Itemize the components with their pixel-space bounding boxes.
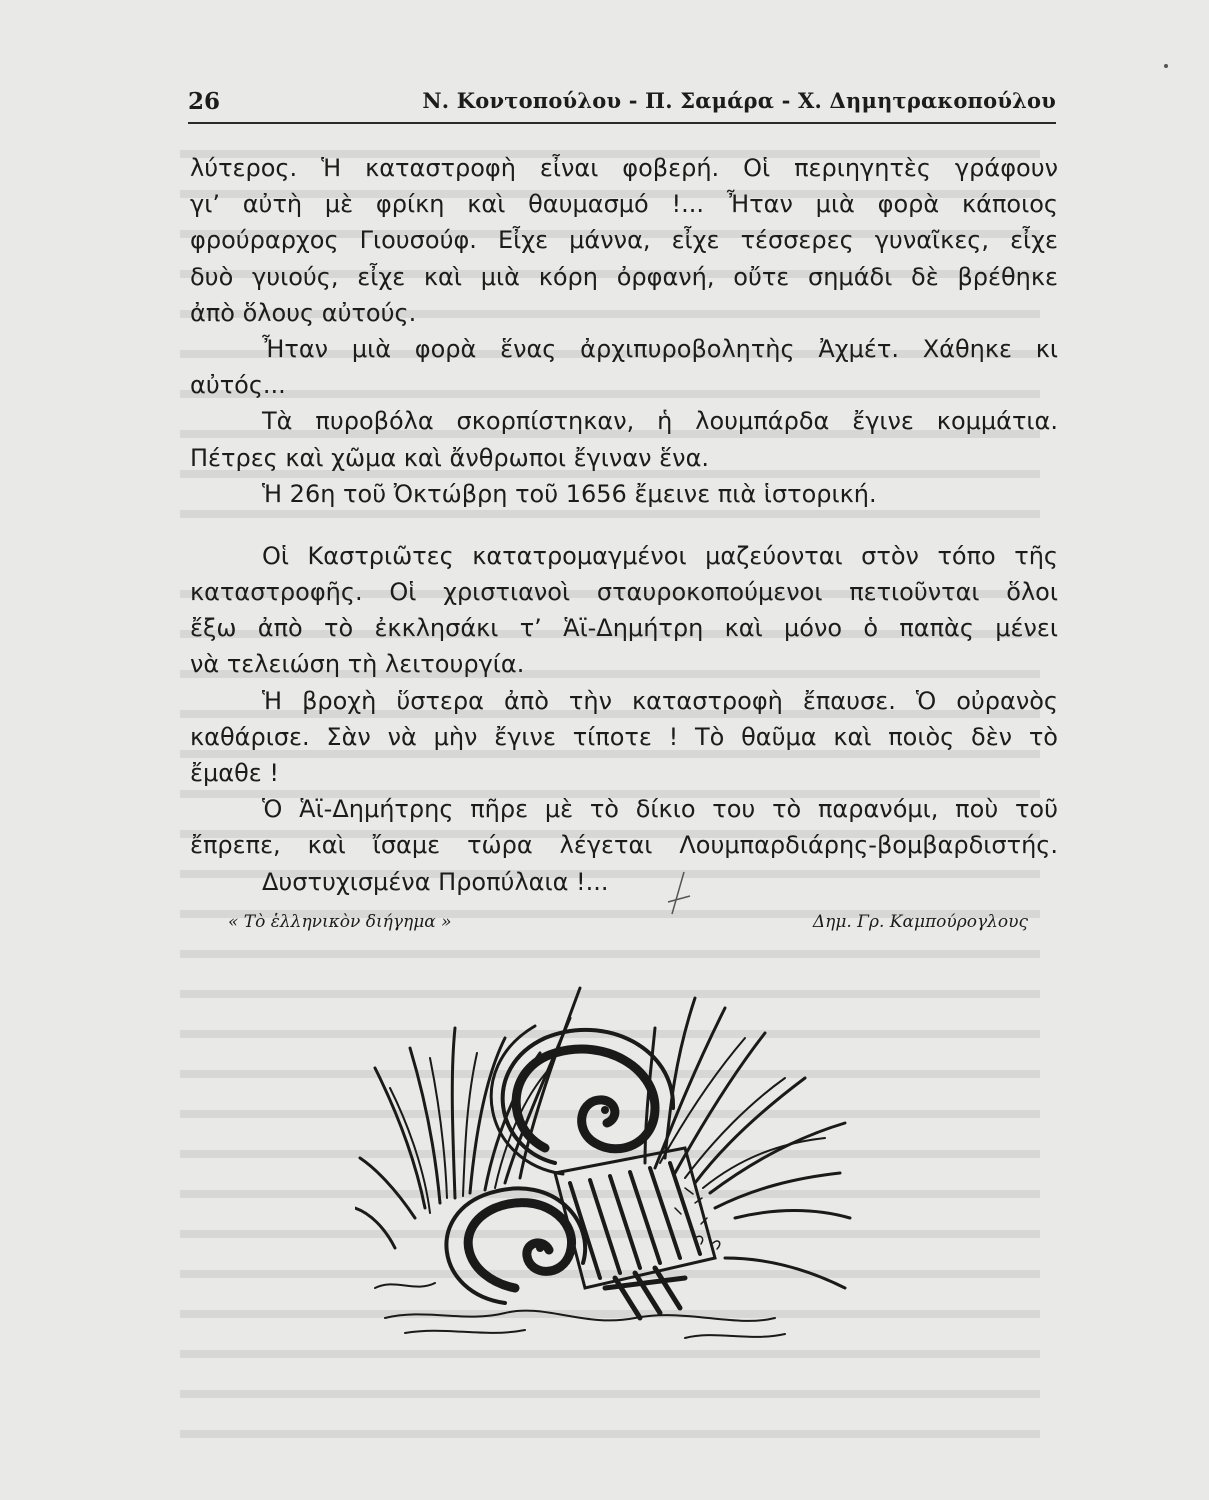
text-line: φρούραρχος Γιουσούφ. Εἶχε μάννα, εἶχε τέσσερες γυναῖκες, εἶχε: [190, 226, 1058, 255]
text-line: ἔπρεπε, καὶ ἴσαμε τώρα λέγεται Λουμπαρδιάρης-βομβαρδιστής.: [190, 831, 1058, 860]
text-line: Ὁ Ἁϊ-Δημήτρης πῆρε μὲ τὸ δίκιο του τὸ παρανόμι, ποὺ τοῦ: [262, 795, 1058, 824]
paragraph-gap: [190, 512, 1058, 538]
text-line: ἀπὸ ὅλους αὐτούς.: [190, 298, 417, 327]
speck: [1164, 64, 1168, 68]
text-line: καταστροφῆς. Οἱ χριστιανοὶ σταυροκοπούμενοι πετιοῦνται ὅλοι: [190, 578, 1058, 607]
text-line: ἔμαθε !: [190, 759, 279, 787]
page-number: 26: [188, 88, 221, 115]
text-line: καθάρισε. Σὰν νὰ μὴν ἔγινε τίποτε ! Τὸ θαῦμα καὶ ποιὸς δὲν τὸ: [190, 722, 1058, 751]
text-line: Δυστυχισμένα Προπύλαια !...: [262, 867, 609, 896]
text-line: λύτερος. Ἡ καταστροφὴ εἶναι φοβερή. Οἱ περιηγητὲς γράφουν: [190, 154, 1058, 182]
body-text: [190, 150, 1058, 900]
text-line: Τὰ πυροβόλα σκορπίστηκαν, ἡ λουμπάρδα ἔγινε κομμάτια.: [262, 407, 1058, 436]
text-line: Οἱ Καστριῶτες κατατρομαγμένοι μαζεύονται στὸν τόπο τῆς: [262, 541, 1058, 570]
pen-mark: [664, 868, 694, 918]
text-line: Ἡ 26η τοῦ Ὀκτώβρη τοῦ 1656 ἔμεινε πιὰ ἱστορική.: [262, 479, 877, 508]
text-line: Πέτρες καὶ χῶμα καὶ ἄνθρωποι ἔγιναν ἕνα.: [190, 443, 710, 472]
attribution-source: « Τὸ ἑλληνικὸν διήγημα »: [228, 912, 452, 932]
text-line: αὐτός...: [190, 371, 286, 400]
attribution-author: Δημ. Γρ. Καμπούρογλους: [812, 912, 1028, 932]
attribution: [228, 912, 1028, 940]
running-head: Ν. Κοντοπούλου - Π. Σαμάρα - Χ. Δημητρακοπούλου: [422, 88, 1056, 113]
text-line: Ἦταν μιὰ φορὰ ἕνας ἀρχιπυροβολητὴς Ἀχμέτ. Χάθηκε κι: [262, 334, 1058, 363]
text-line: Ἡ βροχὴ ὕστερα ἀπὸ τὴν καταστροφὴ ἔπαυσε. Ὁ οὐρανὸς: [262, 686, 1058, 715]
page-header: [188, 88, 1056, 124]
text-line: δυὸ γυιούς, εἶχε καὶ μιὰ κόρη ὀρφανή, οὔτε σημάδι δὲ βρέθηκε: [190, 262, 1058, 291]
text-line: νὰ τελειώση τὴ λειτουργία.: [190, 650, 525, 679]
text-line: ἔξω ἀπὸ τὸ ἐκκλησάκι τ’ Ἁϊ-Δημήτρη καὶ μόνο ὁ παπὰς μένει: [190, 614, 1058, 643]
text-line: γι’ αὐτὴ μὲ φρίκη καὶ θαυμασμό !... Ἦταν μιὰ φορὰ κάποιος: [190, 190, 1058, 219]
ionic-capital-illustration: [355, 958, 855, 1358]
